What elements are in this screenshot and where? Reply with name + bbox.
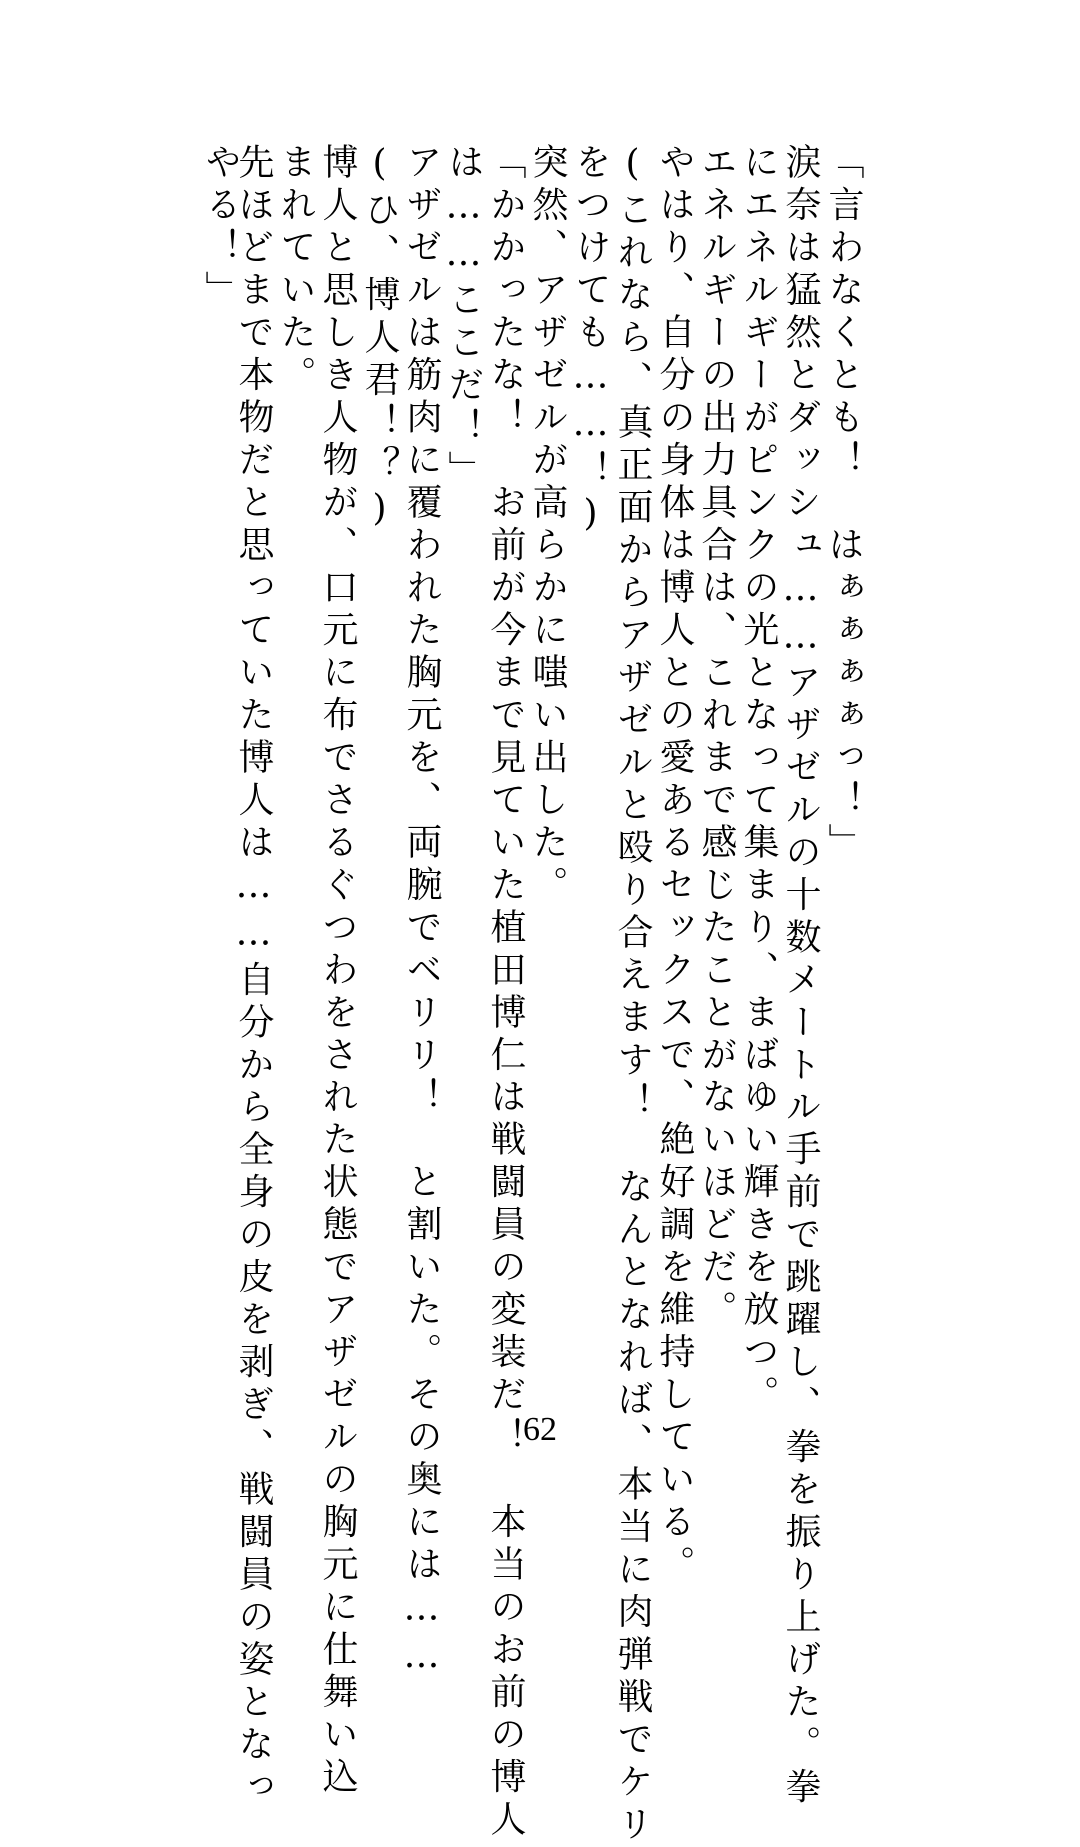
text-line-12: アザゼルは筋肉に覆われた胸元を、両腕でベリリ！ と割いた。その奥には…… — [401, 143, 442, 1683]
text-line-8: をつけても……！) — [570, 143, 611, 541]
text-line-14: 博人と思しき人物が、口元に布でさるぐつわをされた状態でアザゼルの胸元に仕舞い込 — [317, 143, 358, 1800]
text-line-1: やる！」 — [200, 143, 241, 313]
page-number: 62 — [523, 1411, 557, 1448]
text-line-9: 突然、アザゼルが高らかに嗤い出した。 — [527, 143, 568, 908]
text-line-10: 「かかったな！ お前が今まで見ていた植田博仁は戦闘員の変装だ！ 本当のお前の博人 — [485, 143, 526, 1843]
text-line-6: やはり、自分の身体は博人との愛あるセックスで、絶好調を維持している。 — [654, 143, 695, 1588]
text-line-7: (これなら、真正面からアザゼルと殴り合えます！ なんとなれば、本当に肉弾戦でケリ — [612, 143, 653, 1847]
text-line-13: (ひ、博人君！？) — [359, 143, 400, 536]
text-line-15: まれていた。 — [275, 143, 316, 398]
text-line-5: エネルギーの出力具合は、これまで感じたことがないほどだ。 — [696, 143, 737, 1333]
text-line-16: 先ほどまで本物だと思っていた博人は……自分から全身の皮を剥ぎ、戦闘員の姿となっ — [233, 143, 274, 1810]
text-line-11: は……ここだ！」 — [443, 143, 484, 493]
text-line-2: 「言わなくとも！ はぁぁぁぁっ！」 — [823, 143, 864, 866]
text-line-3: 涙奈は猛然とダッシュ……アザゼルの十数メートル手前で跳躍し、拳を振り上げた。拳 — [780, 143, 821, 1810]
text-line-4: にエネルギーがピンクの光となって集まり、まばゆい輝きを放つ。 — [738, 143, 779, 1418]
